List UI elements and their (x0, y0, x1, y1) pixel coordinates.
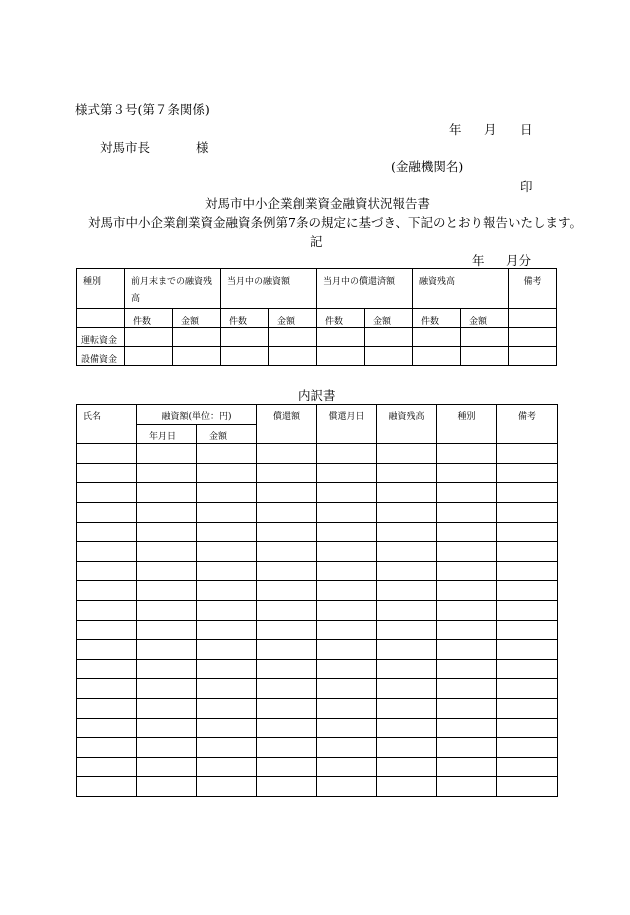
breakdown-cell[interactable] (77, 620, 137, 640)
breakdown-cell[interactable] (77, 659, 137, 679)
breakdown-header-type: 種別 (437, 405, 497, 444)
breakdown-cell[interactable] (257, 698, 317, 718)
breakdown-cell[interactable] (197, 542, 257, 562)
breakdown-cell[interactable] (197, 777, 257, 797)
breakdown-cell[interactable] (377, 463, 437, 483)
breakdown-row (77, 463, 558, 483)
breakdown-cell[interactable] (317, 542, 377, 562)
breakdown-cell[interactable] (377, 620, 437, 640)
breakdown-cell[interactable] (137, 679, 197, 699)
summary-header-prev-balance: 前月末までの融資残高 (125, 269, 221, 309)
date-year: 年 (449, 122, 462, 137)
addressee: 対馬市長 (100, 140, 151, 155)
breakdown-cell[interactable] (497, 698, 558, 718)
breakdown-row (77, 581, 558, 601)
breakdown-cell[interactable] (377, 777, 437, 797)
summary-sub-count: 件数 (221, 309, 269, 328)
breakdown-cell[interactable] (257, 718, 317, 738)
breakdown-cell[interactable] (137, 444, 197, 464)
summary-cell[interactable] (413, 328, 461, 347)
summary-cell[interactable] (173, 328, 221, 347)
breakdown-cell[interactable] (497, 522, 558, 542)
summary-cell[interactable] (173, 347, 221, 366)
breakdown-cell[interactable] (137, 463, 197, 483)
breakdown-cell[interactable] (257, 620, 317, 640)
breakdown-row (77, 640, 558, 660)
breakdown-cell[interactable] (497, 620, 558, 640)
summary-header-month-repaid: 当月中の償還済額 (317, 269, 413, 309)
summary-cell[interactable] (413, 347, 461, 366)
breakdown-cell[interactable] (497, 463, 558, 483)
breakdown-cell[interactable] (377, 659, 437, 679)
breakdown-row (77, 620, 558, 640)
summary-sub-count: 件数 (317, 309, 365, 328)
breakdown-cell[interactable] (317, 659, 377, 679)
breakdown-cell[interactable] (257, 757, 317, 777)
breakdown-cell[interactable] (377, 561, 437, 581)
breakdown-cell[interactable] (77, 679, 137, 699)
breakdown-row (77, 444, 558, 464)
breakdown-cell[interactable] (437, 542, 497, 562)
breakdown-cell[interactable] (197, 679, 257, 699)
breakdown-cell[interactable] (257, 463, 317, 483)
summary-header-remarks: 備考 (509, 269, 557, 309)
ki-label: 記 (310, 234, 323, 249)
statement: 対馬市中小企業創業資金融資条例第7条の規定に基づき、下記のとおり報告いたします。 (88, 215, 582, 230)
breakdown-cell[interactable] (77, 777, 137, 797)
breakdown-cell[interactable] (197, 698, 257, 718)
breakdown-row (77, 522, 558, 542)
breakdown-cell[interactable] (77, 600, 137, 620)
breakdown-cell[interactable] (497, 777, 558, 797)
breakdown-cell[interactable] (497, 561, 558, 581)
form-number: 様式第３号(第７条関係) (75, 102, 210, 117)
breakdown-cell[interactable] (497, 738, 558, 758)
breakdown-cell[interactable] (437, 757, 497, 777)
breakdown-header-repayment-date: 償還月日 (317, 405, 377, 444)
breakdown-cell[interactable] (197, 522, 257, 542)
breakdown-cell[interactable] (497, 542, 558, 562)
breakdown-cell[interactable] (257, 502, 317, 522)
summary-cell[interactable] (509, 347, 557, 366)
summary-cell (77, 309, 125, 328)
breakdown-row (77, 659, 558, 679)
breakdown-row (77, 757, 558, 777)
breakdown-cell[interactable] (257, 522, 317, 542)
breakdown-cell[interactable] (497, 483, 558, 503)
summary-cell[interactable] (461, 328, 509, 347)
breakdown-header-balance: 融資残高 (377, 405, 437, 444)
breakdown-cell[interactable] (317, 698, 377, 718)
summary-cell[interactable] (221, 347, 269, 366)
summary-sub-count: 件数 (413, 309, 461, 328)
breakdown-sub-amount: 金額 (197, 424, 257, 444)
summary-cell (509, 309, 557, 328)
breakdown-cell[interactable] (257, 581, 317, 601)
report-title: 対馬市中小企業創業資金融資状況報告書 (205, 196, 431, 211)
breakdown-cell[interactable] (317, 738, 377, 758)
breakdown-cell[interactable] (377, 738, 437, 758)
breakdown-cell[interactable] (137, 777, 197, 797)
breakdown-cell[interactable] (137, 561, 197, 581)
breakdown-cell[interactable] (197, 483, 257, 503)
breakdown-cell[interactable] (197, 581, 257, 601)
breakdown-cell[interactable] (77, 483, 137, 503)
breakdown-cell[interactable] (137, 600, 197, 620)
breakdown-cell[interactable] (137, 542, 197, 562)
breakdown-cell[interactable] (137, 483, 197, 503)
breakdown-cell[interactable] (497, 718, 558, 738)
breakdown-cell[interactable] (197, 620, 257, 640)
summary-cell[interactable] (365, 347, 413, 366)
breakdown-cell[interactable] (197, 738, 257, 758)
summary-header-month-loan: 当月中の融資額 (221, 269, 317, 309)
summary-cell[interactable] (461, 347, 509, 366)
summary-cell[interactable] (269, 328, 317, 347)
breakdown-cell[interactable] (497, 581, 558, 601)
breakdown-cell[interactable] (197, 561, 257, 581)
breakdown-cell[interactable] (137, 581, 197, 601)
summary-cell[interactable] (317, 328, 365, 347)
breakdown-row (77, 698, 558, 718)
summary-table (76, 268, 557, 366)
breakdown-header-name: 氏名 (77, 405, 137, 444)
breakdown-cell[interactable] (137, 757, 197, 777)
breakdown-cell[interactable] (377, 444, 437, 464)
breakdown-cell[interactable] (317, 718, 377, 738)
breakdown-cell[interactable] (377, 502, 437, 522)
summary-sub-amount: 金額 (269, 309, 317, 328)
breakdown-cell[interactable] (137, 718, 197, 738)
breakdown-cell[interactable] (437, 659, 497, 679)
breakdown-cell[interactable] (437, 738, 497, 758)
breakdown-cell[interactable] (77, 640, 137, 660)
breakdown-header-remarks: 備考 (497, 405, 558, 444)
breakdown-cell[interactable] (317, 463, 377, 483)
summary-header-type: 種別 (77, 269, 125, 309)
breakdown-cell[interactable] (137, 640, 197, 660)
breakdown-cell[interactable] (377, 581, 437, 601)
breakdown-cell[interactable] (317, 581, 377, 601)
breakdown-cell[interactable] (197, 444, 257, 464)
breakdown-header-repayment-amount: 償還額 (257, 405, 317, 444)
breakdown-cell[interactable] (77, 757, 137, 777)
breakdown-cell[interactable] (257, 483, 317, 503)
breakdown-cell[interactable] (77, 718, 137, 738)
breakdown-cell[interactable] (437, 620, 497, 640)
breakdown-cell[interactable] (437, 581, 497, 601)
breakdown-cell[interactable] (257, 640, 317, 660)
breakdown-cell[interactable] (377, 679, 437, 699)
breakdown-cell[interactable] (497, 444, 558, 464)
breakdown-cell[interactable] (317, 777, 377, 797)
summary-cell[interactable] (221, 328, 269, 347)
breakdown-cell[interactable] (197, 659, 257, 679)
breakdown-row (77, 738, 558, 758)
breakdown-cell[interactable] (77, 698, 137, 718)
institution-name: (金融機関名) (391, 159, 464, 174)
breakdown-cell[interactable] (257, 561, 317, 581)
breakdown-cell[interactable] (377, 600, 437, 620)
date-month: 月 (484, 122, 497, 137)
breakdown-cell[interactable] (497, 600, 558, 620)
breakdown-cell[interactable] (317, 640, 377, 660)
breakdown-cell[interactable] (437, 679, 497, 699)
breakdown-cell[interactable] (317, 600, 377, 620)
breakdown-cell[interactable] (137, 502, 197, 522)
breakdown-cell[interactable] (257, 679, 317, 699)
breakdown-cell[interactable] (257, 659, 317, 679)
breakdown-cell[interactable] (77, 502, 137, 522)
breakdown-cell[interactable] (497, 640, 558, 660)
summary-sub-amount: 金額 (461, 309, 509, 328)
breakdown-cell[interactable] (137, 659, 197, 679)
breakdown-cell[interactable] (437, 483, 497, 503)
breakdown-cell[interactable] (497, 757, 558, 777)
breakdown-row (77, 542, 558, 562)
breakdown-row (77, 502, 558, 522)
breakdown-cell[interactable] (437, 522, 497, 542)
breakdown-cell[interactable] (257, 542, 317, 562)
breakdown-cell[interactable] (137, 620, 197, 640)
breakdown-cell[interactable] (497, 659, 558, 679)
breakdown-cell[interactable] (437, 640, 497, 660)
date-day: 日 (520, 122, 533, 137)
breakdown-cell[interactable] (77, 542, 137, 562)
breakdown-cell[interactable] (437, 561, 497, 581)
breakdown-cell[interactable] (377, 757, 437, 777)
summary-cell[interactable] (269, 347, 317, 366)
breakdown-cell[interactable] (317, 444, 377, 464)
breakdown-cell[interactable] (197, 463, 257, 483)
breakdown-cell[interactable] (77, 522, 137, 542)
breakdown-cell[interactable] (317, 757, 377, 777)
breakdown-cell[interactable] (377, 698, 437, 718)
breakdown-sub-date: 年月日 (137, 424, 197, 444)
summary-header-balance: 融資残高 (413, 269, 509, 309)
breakdown-row (77, 679, 558, 699)
breakdown-header-loan: 融資額(単位：円) (137, 405, 257, 425)
breakdown-cell[interactable] (377, 640, 437, 660)
breakdown-row (77, 600, 558, 620)
breakdown-row (77, 483, 558, 503)
period-month: 月分 (506, 253, 532, 268)
breakdown-cell[interactable] (437, 698, 497, 718)
breakdown-cell[interactable] (77, 738, 137, 758)
breakdown-cell[interactable] (497, 679, 558, 699)
breakdown-cell[interactable] (137, 738, 197, 758)
breakdown-cell[interactable] (77, 561, 137, 581)
breakdown-cell[interactable] (377, 718, 437, 738)
summary-cell[interactable] (365, 328, 413, 347)
breakdown-cell[interactable] (197, 640, 257, 660)
honorific: 様 (196, 140, 209, 155)
breakdown-cell[interactable] (317, 561, 377, 581)
breakdown-cell[interactable] (437, 502, 497, 522)
breakdown-cell[interactable] (437, 600, 497, 620)
breakdown-cell[interactable] (197, 757, 257, 777)
breakdown-cell[interactable] (197, 502, 257, 522)
breakdown-cell[interactable] (77, 463, 137, 483)
summary-cell[interactable] (125, 347, 173, 366)
breakdown-cell[interactable] (317, 620, 377, 640)
breakdown-row (77, 777, 558, 797)
breakdown-cell[interactable] (257, 444, 317, 464)
breakdown-table (76, 404, 558, 797)
breakdown-cell[interactable] (257, 777, 317, 797)
breakdown-cell[interactable] (377, 542, 437, 562)
seal-mark: 印 (520, 179, 533, 194)
breakdown-cell[interactable] (497, 502, 558, 522)
breakdown-cell[interactable] (317, 679, 377, 699)
breakdown-cell[interactable] (197, 718, 257, 738)
breakdown-cell[interactable] (437, 718, 497, 738)
summary-cell[interactable] (125, 328, 173, 347)
breakdown-title: 内訳書 (298, 388, 336, 403)
breakdown-cell[interactable] (437, 463, 497, 483)
breakdown-cell[interactable] (317, 483, 377, 503)
breakdown-cell[interactable] (77, 581, 137, 601)
breakdown-cell[interactable] (257, 600, 317, 620)
summary-sub-amount: 金額 (365, 309, 413, 328)
summary-cell[interactable] (509, 328, 557, 347)
breakdown-cell[interactable] (377, 522, 437, 542)
breakdown-cell[interactable] (257, 738, 317, 758)
breakdown-row (77, 718, 558, 738)
breakdown-cell[interactable] (197, 600, 257, 620)
summary-cell[interactable] (317, 347, 365, 366)
breakdown-cell[interactable] (77, 444, 137, 464)
breakdown-row (77, 561, 558, 581)
summary-sub-count: 件数 (125, 309, 173, 328)
breakdown-cell[interactable] (317, 522, 377, 542)
breakdown-cell[interactable] (137, 698, 197, 718)
period-year: 年 (472, 253, 485, 268)
breakdown-cell[interactable] (317, 502, 377, 522)
summary-row-label: 設備資金 (77, 347, 125, 366)
breakdown-cell[interactable] (437, 444, 497, 464)
summary-row-label: 運転資金 (77, 328, 125, 347)
breakdown-cell[interactable] (137, 522, 197, 542)
summary-sub-amount: 金額 (173, 309, 221, 328)
breakdown-cell[interactable] (437, 777, 497, 797)
breakdown-cell[interactable] (377, 483, 437, 503)
